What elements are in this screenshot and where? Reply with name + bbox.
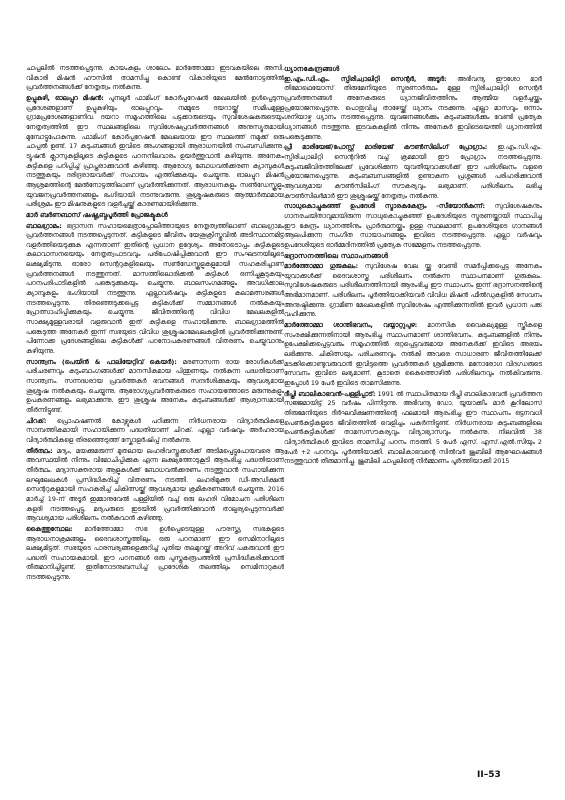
- paragraph: [284, 202, 542, 250]
- paragraph: [284, 321, 542, 389]
- paragraph-text: മരണാസന്ന രായ രോഗികൾക്ക് പരിചരണവും കുടുംബാംഗങ്ങൾക്ക് മാനസികമായ പിന്തുണയും നൽകുന്ന പദ്ധതിയാണ് സാന്ത്വനം. സന്നദ്ധരായ പ്രവർത്തകർ ഭവനങ്ങൾ സന്ദർശിക്കുകയും ആവശ്യമായ ശുശ്രൂഷ നൽകുകയും ചെയ്യുന്നു. ആരോഗ്യപ്രവർത്തകരുടെ സഹായത്തോടെ മരുന്നുകളും ഉപകരണങ്ങളും ലഭ്യമാക്കുന്നു. ഈ ശുശ്രൂഷ അനേകം കുടുംബങ്ങൾക്ക് ആശ്വാസമായി തീർന്നിട്ടുണ്ട്.: [26, 357, 284, 414]
- paragraph: [284, 143, 542, 201]
- paragraph-heading: മാർ ബർണബാസ് ഷഷ്ട്യബ്ദപൂർത്തി പ്രോജക്ടുകൾ: [26, 210, 168, 219]
- page-number: II–53: [477, 770, 501, 780]
- paragraph-text: പ്രൊഫഷണൽ കോഴ്സുകൾ പഠിക്കുന്ന നിർധനരായ വിദ്യാർത്ഥികളെ സാമ്പത്തികമായി സഹായിക്കുന്ന പദ്ധതിയാണ് ചിറക്. എല്ലാ വർഷവും അർഹരായ വിദ്യാർത്ഥികളെ തിരഞ്ഞെടുത്ത് സ്കോളർഷിപ്പ് നൽകുന്നു.: [26, 416, 284, 444]
- paragraph: [26, 358, 284, 416]
- paragraph-heading: ഉപ്പുകുഴി, ഓലപ്പുറ മിഷൻ:: [26, 93, 104, 102]
- paragraph-text: മാനസിക വൈകല്യമുള്ള സ്ത്രീകളെ സംരക്ഷിക്കുന്നതിനായി ആരംഭിച്ച സ്ഥാപനമാണ് ശാന്തിഭവനം. കുടുംബങ്ങളിൽ നിന്നും ഉപേക്ഷിക്കപ്പെട്ടവരും സമൂഹത്തിൽ ഒറ്റപ്പെട്ടവരുമായ അനേകർക്ക് ഇവിടെ അഭയം ലഭിക്കുന്നു. ചികിത്സയും പരിചരണവും നൽകി അവരെ സാധാരണ ജീവിതത്തിലേക്ക് മടക്കിക്കൊണ്ടുവരുവാൻ ഇവിടുത്തെ പ്രവർത്തകർ ശ്രമിക്കുന്നു. മനോരോഗ വിദഗ്ധരുടെ സേവനം ഇവിടെ ലഭ്യമാണ്. കൂടാതെ കൈത്തൊഴിൽ പരിശീലനവും നൽകിവരുന്നു. ഇപ്പോൾ 19 പേർ ഇവിടെ താമസിക്കുന്നു.: [284, 321, 542, 387]
- paragraph-heading: ബാലഗ്രാമം:: [26, 221, 62, 230]
- paragraph: [26, 64, 284, 93]
- paragraph-text: ഇ.എം.ഡി.എം. സ്പിരിച്വാലിറ്റി സെന്ററിൽ വച്ച് ക്രമമായി ഈ പ്രോഗ്രാം നടത്തപ്പെടുന്നു. കുടുംബജീവിതത്തിലേക്ക് പ്രവേശിക്കുന്ന യുവതീയുവാക്കൾക്ക് ഈ പരിശീലനം വളരെ പ്രയോജനപ്പെടുന്നു. കുടുംബബന്ധങ്ങളിൽ ഉണ്ടാകുന്ന പ്രശ്നങ്ങൾ പരിഹരിക്കുവാൻ ആവശ്യമായ കൗൺസിലിംഗ് സൗകര്യവും ലഭ്യമാണ്. പരിശീലനം ലഭിച്ച കൗൺസിലർമാർ ഈ ശുശ്രൂഷയ്ക്ക് നേതൃത്വം നൽകുന്നു.: [284, 143, 542, 200]
- paragraph: [26, 211, 284, 221]
- paragraph-text: പുനലൂർ ഫാമിംഗ് കോർപ്പറേഷൻ മേഖലയിൽ ഉൾപ്പെടുന്ന പ്രദേശങ്ങളാണ് ഉപ്പുകുഴിയും ഓലപ്പുറവും. നമ്മുടെ ദയറായ്ക്ക് സമീപമുള്ള ഗ്രാമപ്രദേശങ്ങളാണിവ. ദയറാ സമൂഹത്തിലെ പട്ടക്കാരുടെയും സുവിശേഷകരുടെയും നേതൃത്വത്തിൽ ഈ സ്ഥലങ്ങളിലെ സുവിശേഷപ്രവർത്തനങ്ങൾ അനുസ്യൂതമായി മുമ്പോട്ടുപോകുന്നു. ഫാമിംഗ് കോർപ്പറേഷൻ മേഖലയായ ഈ സ്ഥലത്ത് നമുക്ക് ഒരു ചാപ്പൽ ഉണ്ട്. 17 കുടുംബങ്ങൾ ഇവിടെ അംഗങ്ങളായി ആരാധനയിൽ സംബന്ധിക്കുന്നു. ട്യൂഷൻ ക്ലാസുകളിലൂടെ കുട്ടികളുടെ പഠനനിലവാരം ഉയർത്തുവാൻ കഴിയുന്നു. അനേകം കുട്ടികളെ പഠിപ്പിച്ച് പ്രാപ്തരാക്കുവാൻ കഴിഞ്ഞു. ആരോഗ്യ ബോധവൽക്കരണ ക്യാമ്പുകൾ നടത്തുകയും ദരിദ്രരായവർക്ക് സഹായം എത്തിക്കുകയും ചെയ്യുന്നു. ഓലപ്പുറ മിഷൻ ആശ്രമത്തിന്റെ മേൽനോട്ടത്തിലാണ് പ്രവർത്തിക്കുന്നത്. ആരാധനകളും സൺഡേസ്കൂളും യുവജനപ്രവർത്തനങ്ങളും ഭംഗിയായി നടന്നുവരുന്നു. ശുശ്രൂഷകരുടെ ആത്മാർത്ഥമായ പരിശ്രമം ഈ മിഷനുകളുടെ വളർച്ചയ്ക്ക് കാരണമായിരിക്കുന്നു.: [26, 93, 284, 209]
- paragraph: [26, 525, 284, 583]
- paragraph-heading: ധ്യാനകേന്ദ്രങ്ങൾ: [284, 64, 340, 73]
- paragraph-text: സുവിശേഷകനും ഗാനരചയിതാവുമായിരുന്ന സാധുകൊച്ചുകുഞ്ഞ് ഉപദേശിയുടെ സ്മരണയ്ക്കായി സ്ഥാപിച്ച ഈ കേന്ദ്രം ധ്യാനത്തിനും പ്രാർത്ഥനയ്ക്കും ഉള്ള സ്ഥലമാണ്. ഉപദേശിയുടെ ഗാനങ്ങൾ ആലപിക്കുന്ന സംഗീത സായാഹ്നങ്ങളും ഇവിടെ നടത്തപ്പെടുന്നു. എല്ലാ വർഷവും ഉപദേശിയുടെ ഓർമ്മദിനത്തിൽ പ്രത്യേക സമ്മേളനം നടത്തപ്പെടുന്നു.: [284, 202, 542, 249]
- paragraph: [26, 447, 284, 524]
- paragraph: [284, 390, 542, 467]
- section-title: [284, 64, 542, 74]
- paragraph-heading: ദീപ്തി ബാലികാഭവൻ-പള്ളിപ്പാട്:: [284, 389, 376, 398]
- paragraph-text: സുവിശേഷ വേല യ്ക്കു വേണ്ടി സമർപ്പിക്കപ്പെട്ട അനേകം യുവാക്കൾക്ക് ദൈവശാസ്ത്ര പരിശീലനം നൽകുന്ന സ്ഥാപനമാണ് ഗുരുകുലം. സുവിശേഷകരുടെ പരിശീലനത്തിനായി ആരംഭിച്ച ഈ സ്ഥാപനം ഇന്ന് ഭദ്രാസനത്തിന്റെ അഭിമാനമാണ്. പരിശീലനം പൂർത്തിയാക്കിയവർ വിവിധ മിഷൻ ഫീൽഡുകളിൽ സേവനം അനുഷ്ഠിക്കുന്നു. ഗ്രാമീണ മേഖലകളിൽ സുവിശേഷം എത്തിക്കുന്നതിൽ ഇവർ പ്രധാന പങ്ക് വഹിക്കുന്നു.: [284, 262, 542, 319]
- paragraph-text: ചാപ്പലിൽ നടത്തപ്പെടുന്നു. കായംകുളം ശാലോം മാർത്തോമ്മാ ഇടവകയിലെ അസി. വികാരി മിഷൻ ഹൗസിൽ താമസിച്ചു കൊണ്ട് വികാരിയുടെ മേൽനോട്ടത്തിൽ പ്രവർത്തനങ്ങൾക്ക് നേതൃത്വം നൽകുന്നു.: [26, 64, 284, 92]
- right-column: [284, 64, 542, 766]
- paragraph-text: അഭിവന്ദ്യ ഈശോ മാർ തിമോഥെയോസ് തിരുമേനിയുടെ സ്മരണാർത്ഥം മുള്ള സ്പിരിച്വാലിറ്റി സെന്റർ പ്രവർത്തനങ്ങൾ അനേകരുടെ ധ്യാനജീവിതത്തിനും ആത്മീയ വളർച്ചയ്ക്കും പ്രയോജനപ്പെടുന്നു. പൊതുവിച്ച താഴേയ്ക്ക് ധ്യാനം നടക്കുന്നു. എല്ലാ മാസവും ഒന്നാം ശനിയാഴ്ച ധ്യാനം നടത്തപ്പെടുന്നു. യുവജനങ്ങൾക്കും കുടുംബങ്ങൾക്കും വേണ്ടി പ്രത്യേക ധ്യാനങ്ങൾ നടത്തുന്നു. ഇടവകകളിൽ നിന്നും അനേകർ ഇവിടെയെത്തി ധ്യാനത്തിൽ പങ്കെടുക്കുന്നു.: [284, 74, 542, 141]
- section-title: [284, 251, 542, 261]
- paragraph-heading: പ്രീ മാരിയേജ്/പോസ്റ്റ് മാരിയേജ് കൗൺസിലിംഗ് പ്രോഗ്രാം:: [284, 143, 488, 152]
- paragraph-heading: മാർത്തോമ്മാ ശാന്തിഭവനം, വയ്യാറ്റുപുഴ:: [284, 321, 418, 330]
- paragraph: [26, 94, 284, 210]
- paragraph-heading: സാധുകൊച്ചുകുഞ്ഞ് ഉപദേശി സ്മാരകകേന്ദ്രം -സീയോൻകുന്ന്:: [284, 202, 485, 211]
- paragraph: [284, 75, 542, 143]
- paragraph-heading: തീർത്ഥം:: [26, 446, 53, 455]
- paragraph-heading: സാന്ത്വനം (പെയിൻ & പാലിയേറ്റിവ് കെയർ):: [26, 357, 177, 366]
- left-column: [26, 64, 284, 766]
- paragraph: [26, 417, 284, 446]
- paragraph: [284, 262, 542, 320]
- paragraph-heading: ചിറക്:: [26, 416, 47, 425]
- paragraph-text: ഭദ്രാസന സഹായമെത്രാപ്പോലീത്തായുടെ നേതൃത്വത്തിലാണ് ബാലഗ്രാമം പ്രവർത്തനങ്ങൾ നടത്തപ്പെടുന്നത്. കുട്ടികളുടെ ജീവിതം യേശുക്രിസ്തുവിൽ അടിസ്ഥാനമിട്ട് വളർത്തിയെടുക്കുക എന്നതാണ് ഇതിന്റെ പ്രധാന ഉദ്ദേശ്യം. അതോടൊപ്പം കുട്ടികളുടെ കലാവാസനയെയും നേതൃത്വപാടവവും പരിപോഷിപ്പിക്കുവാൻ ഈ സംഘടനയിലൂടെ ലക്ഷ്യമിടുന്നു. ഓരോ സെന്ററുകളിലെയും സൺഡേസ്കൂളുകളുമായി സഹകരിച്ചാണ് പ്രവർത്തനങ്ങൾ നടത്തുന്നത്. മാസത്തിലൊരിക്കൽ കുട്ടികൾ ഒന്നിച്ചുകൂടുകയും പഠനപരിപാടികളിൽ പങ്കെടുക്കുകയും ചെയ്യുന്നു. ബാലസംഗമങ്ങളും അവധിക്കാല ക്യാമ്പുകളും ഭംഗിയായി നടത്തുന്നു. എല്ലാവർഷവും കുട്ടികളുടെ കലാമത്സരങ്ങൾ നടത്തപ്പെടുന്നു. തിരഞ്ഞെടുക്കപ്പെട്ട കുട്ടികൾക്ക് സമ്മാനങ്ങൾ നൽകുകയും പ്രോത്സാഹിപ്പിക്കുകയും ചെയ്യുന്നു. ജീവിതത്തിന്റെ വിവിധ മേഖലകളിൽ സാക്ഷ്യമുള്ളവരായി വളരുവാൻ ഇത് കുട്ടികളെ സഹായിക്കുന്നു. ബാലഗ്രാമത്തിൽ പങ്കെടുത്ത അനേകർ ഇന്ന് സഭയുടെ വിവിധ ശുശ്രൂഷാമേഖലകളിൽ പ്രവർത്തിക്കുന്നുണ്ട്. പിന്നോക്ക പ്രദേശങ്ങളിലെ കുട്ടികൾക്ക് പഠനോപകരണങ്ങൾ വിതരണം ചെയ്യുവാനും കഴിയുന്നു.: [26, 221, 284, 356]
- paragraph-heading: ഇ.എം.ഡി.എം. സ്പിരിച്വാലിറ്റി സെന്റർ, അടൂർ:: [284, 74, 447, 83]
- paragraph-heading: കൈത്തുമ്പോല:: [26, 524, 73, 533]
- paragraph: [26, 222, 284, 357]
- paragraph-text: 1991 ൽ സ്ഥാപിതമായ ദീപ്തി ബാലികാഭവൻ പ്രവർത്തന സജ്ജമായിട്ട് 25 വർഷം പിന്നിടുന്നു. അഭിവന്ദ്യ ഡോ. യൂയാക്കീം മാർ കൂറിലോസ് തിരുമേനിയുടെ ദീർഘവീക്ഷണത്തിന്റെ ഫലമായി ആരംഭിച്ച ഈ സ്ഥാപനം ഒട്ടനവധി പെൺകുട്ടികളുടെ ജീവിതത്തിൽ വെളിച്ചം പകർന്നിട്ടുണ്ട്. നിർധനരായ കുടുംബങ്ങളിലെ പെൺകുട്ടികൾക്ക് താമസസൗകര്യവും വിദ്യാഭ്യാസവും നൽകുന്നു. നിലവിൽ 38 വിദ്യാർത്ഥികൾ ഇവിടെ താമസിച്ച് പഠനം നടത്തി. 5 പേർ എസ്. എസ്.എൽ.സിയും 2 പേർ +2 പഠനവും പൂർത്തിയാക്കി. ബാലികാഭവന്റെ സിൽവർ ജൂബിലി ആഘോഷങ്ങൾ നടത്തുവാൻ തീരുമാനിച്ചു. ജൂബിലി ചാപ്പലിന്റെ നിർമ്മാണം പൂർത്തിയാക്കി 2015: [284, 389, 542, 466]
- paragraph-heading: മാർത്തോമ്മാ ഗുരുകുലം:: [284, 262, 359, 271]
- paragraph-text: മദ്യം, മയക്കുമരുന്ന് മുതലായ ലഹരിവസ്തുക്കൾക്ക് അടിമപ്പെട്ടുപോയവരെ ആ അവസ്ഥയിൽ നിന്നും വിമോചിപ്പിക്കുക എന്ന ലക്ഷ്യത്തോടുകൂടി ആരംഭിച്ച പദ്ധതിയാണ് തീർത്ഥം. മദ്യാസക്തരായ ആളുകൾക്ക് ബോധവൽക്കരണം നടത്തുവാൻ സഹായിക്കുന്ന ലഘുലേഖകൾ പ്രസിദ്ധീകരിച്ച് വിതരണം നടത്തി. ലഹരിമുക്ത ഡീ-അഡിക്ഷൻ സെന്ററുകളുമായി സഹകരിച്ച് ചികിത്സയ്ക്ക് ആവശ്യമായ ക്രമീകരണങ്ങൾ ചെയ്യുന്നു. 2016 മാർച്ച് 19-ന് അടൂർ ഇമ്മാനുവേൽ പള്ളിയിൽ വച്ച് ഒരു ലഹരി വിമോചന പരിശീലന കളരി നടത്തപ്പെട്ടു. മദ്യപരുടെ ഇടയിൽ പ്രവർത്തിക്കുവാൻ താല്പര്യപ്പെടുന്നവർക്ക് ആവശ്യമായ പരിശീലനം നൽകുവാൻ കഴിഞ്ഞു.: [26, 446, 284, 523]
- paragraph-text: മാർത്തോമ്മാ സഭ ഉൾപ്പെടെയുള്ള പൗരസ്ത്യ സഭകളുടെ ആരാധനാക്രമങ്ങളും ദൈവശാസ്ത്രത്തിലും ഒരു പഠനമാണ് ഈ സെമിനാറിലൂടെ ലക്ഷ്യമിട്ടത്. സഭയുടെ പാരമ്പര്യങ്ങളെക്കുറിച്ച് പുതിയ തലമുറയ്ക്ക് അറിവ് പകരുവാൻ ഈ പദ്ധതി സഹായകമായി. ഈ പഠനങ്ങൾ ഒരു പുസ്തകരൂപത്തിൽ പ്രസിദ്ധീകരിക്കുവാൻ തീരുമാനിച്ചിട്ടുണ്ട്. ഇതിനോടനുബന്ധിച്ച് പ്രാദേശിക തലത്തിലും സെമിനാറുകൾ നടത്തപ്പെടുന്നു.: [26, 524, 284, 582]
- paragraph-heading: ഭദ്രാസനത്തിലെ സ്ഥാപനങ്ങൾ: [284, 251, 389, 261]
